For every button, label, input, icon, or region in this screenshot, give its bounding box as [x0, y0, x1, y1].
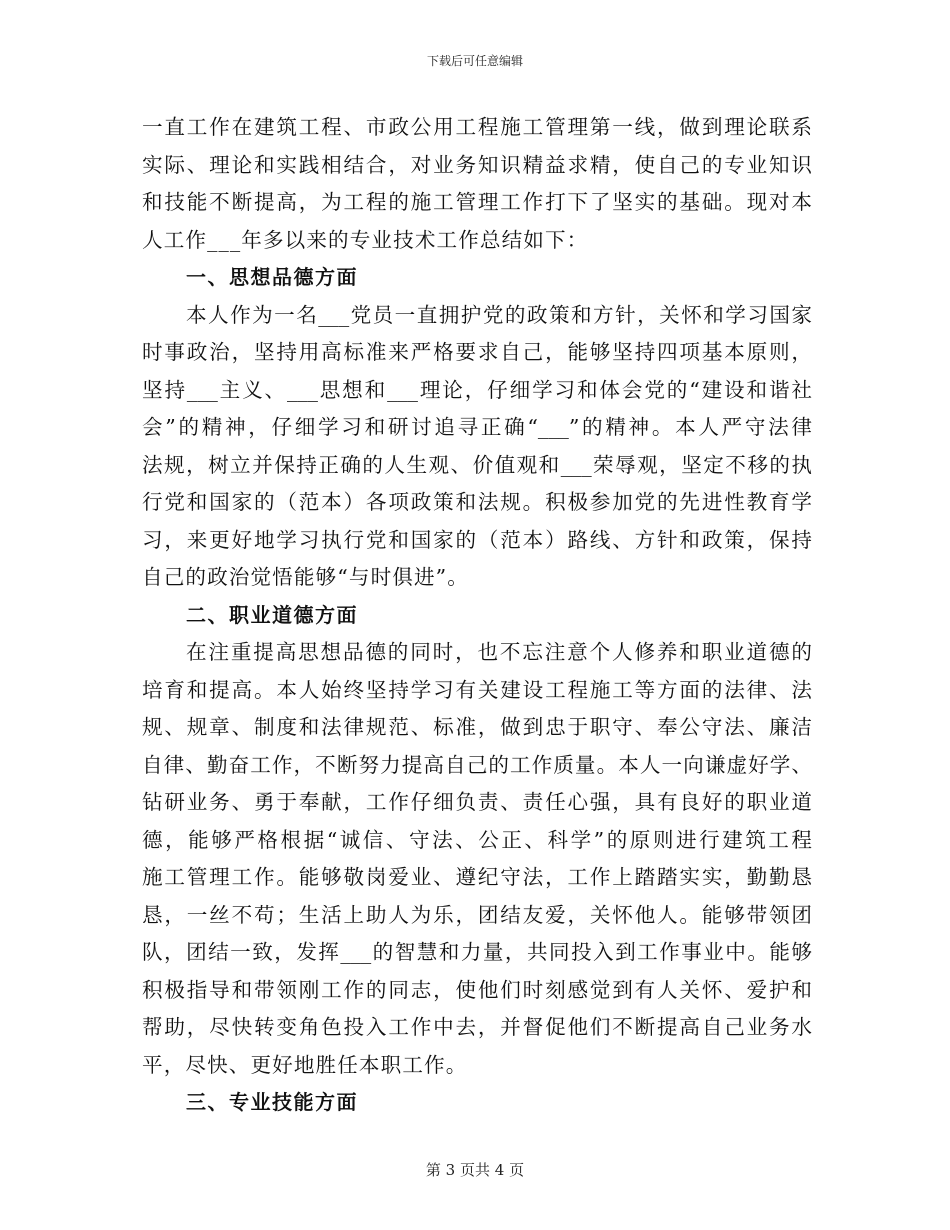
section-1-line: 行党和国家的（范本）各项政策和法规。积极参加党的先进性教育学: [142, 490, 812, 514]
section-1-line: 法规，树立并保持正确的人生观、价值观和___荣辱观，坚定不移的执: [142, 452, 812, 477]
section-1-line: 自己的政治觉悟能够“与时俱进”。: [142, 565, 469, 589]
section-2-line: 自律、勤奋工作，不断努力提高自己的工作质量。本人一向谦虚好学、: [142, 752, 812, 777]
section-2-line: 积极指导和带领刚工作的同志，使他们时刻感觉到有人关怀、爱护和: [142, 977, 812, 1002]
page-header: 下载后可任意编辑: [426, 54, 523, 68]
section-2-line: 施工管理工作。能够敬岗爱业、遵纪守法，工作上踏踏实实，勤勤恳: [142, 865, 812, 889]
section-2-line: 平，尽快、更好地胜任本职工作。: [142, 1052, 468, 1077]
intro-line-2: 实际、理论和实践相结合，对业务知识精益求精，使自己的专业知识: [142, 152, 812, 177]
section-3-heading: 三、专业技能方面: [186, 1090, 358, 1114]
section-2-line: 德，能够严格根据“诚信、守法、公正、科学”的原则进行建筑工程: [142, 827, 812, 852]
document-body: [142, 109, 812, 1122]
intro-line-1: 一直工作在建筑工程、市政公用工程施工管理第一线，做到理论联系: [142, 115, 812, 139]
intro-line-4: 人工作___年多以来的专业技术工作总结如下：: [142, 227, 589, 252]
section-2-line: 恳，一丝不苟；生活上助人为乐，团结友爱，关怀他人。能够带领团: [142, 902, 812, 927]
section-2-line: 培育和提高。本人始终坚持学习有关建设工程施工等方面的法律、法: [142, 677, 812, 702]
intro-line-3: 和技能不断提高，为工程的施工管理工作打下了坚实的基础。现对本: [142, 190, 812, 214]
section-1-line: 习，来更好地学习执行党和国家的（范本）路线、方针和政策，保持: [142, 527, 812, 552]
section-2-line: 钻研业务、勇于奉献，工作仔细负责、责任心强，具有良好的职业道: [142, 790, 812, 814]
section-2-heading: 二、职业道德方面: [186, 602, 358, 627]
section-2-line: 规、规章、制度和法律规范、标准，做到忠于职守、奉公守法、廉洁: [142, 715, 812, 739]
section-2-line: 队，团结一致，发挥___的智慧和力量，共同投入到工作事业中。能够: [142, 940, 812, 964]
section-2-line: 帮助，尽快转变角色投入工作中去，并督促他们不断提高自己业务水: [142, 1015, 812, 1039]
section-1-heading: 一、思想品德方面: [186, 265, 358, 289]
section-1-line: 坚持___主义、___思想和___理论，仔细学习和体会党的“建设和谐社: [142, 377, 812, 402]
section-1-line: 时事政治，坚持用高标准来严格要求自己，能够坚持四项基本原则，: [142, 340, 812, 364]
page-number: 第 3 页共 4 页: [425, 1161, 525, 1179]
section-2-line: 在注重提高思想品德的同时，也不忘注意个人修养和职业道德的: [186, 640, 812, 664]
section-1-line: 会”的精神，仔细学习和研讨追寻正确“___”的精神。本人严守法律: [142, 415, 812, 439]
section-1-line: 本人作为一名___党员一直拥护党的政策和方针，关怀和学习国家: [186, 302, 812, 327]
